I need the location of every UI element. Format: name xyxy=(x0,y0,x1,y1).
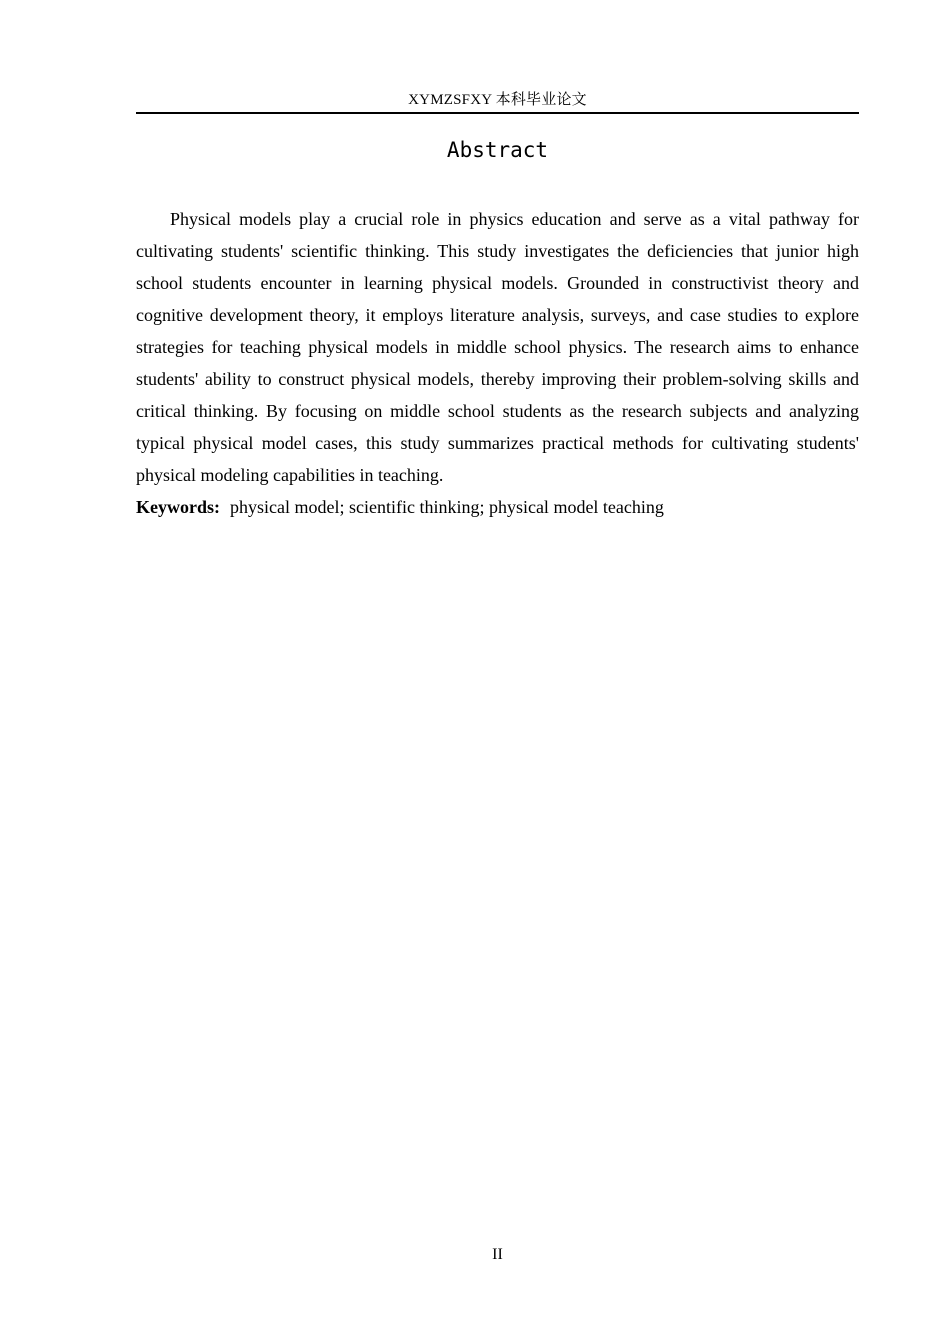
header-rule xyxy=(136,112,859,114)
keywords-line xyxy=(136,491,859,523)
page-number: II xyxy=(492,1246,503,1263)
keywords-text: physical model; scientific thinking; physical model teaching xyxy=(230,497,664,517)
abstract-title: Abstract xyxy=(446,138,549,162)
keywords-label: Keywords: xyxy=(136,497,220,517)
abstract-body: Physical models play a crucial role in physics education and serve as a vital pathway for cultivating students' scientific thinking. This study investigates the deficiencies that junior high school students encounter in learning physical models. Grounded in constructivist theory and cognitive development theory, it employs literature analysis, surveys, and case studies to explore strategies for teaching physical models in middle school physics. The research aims to enhance students' ability to construct physical models, thereby improving their problem-solving skills and critical thinking. By focusing on middle school students as the research subjects and analyzing typical physical model cases, this study summarizes practical methods for cultivating students' physical modeling capabilities in teaching. xyxy=(136,209,859,485)
running-header: XYMZSFXY 本科毕业论文 xyxy=(408,92,587,108)
